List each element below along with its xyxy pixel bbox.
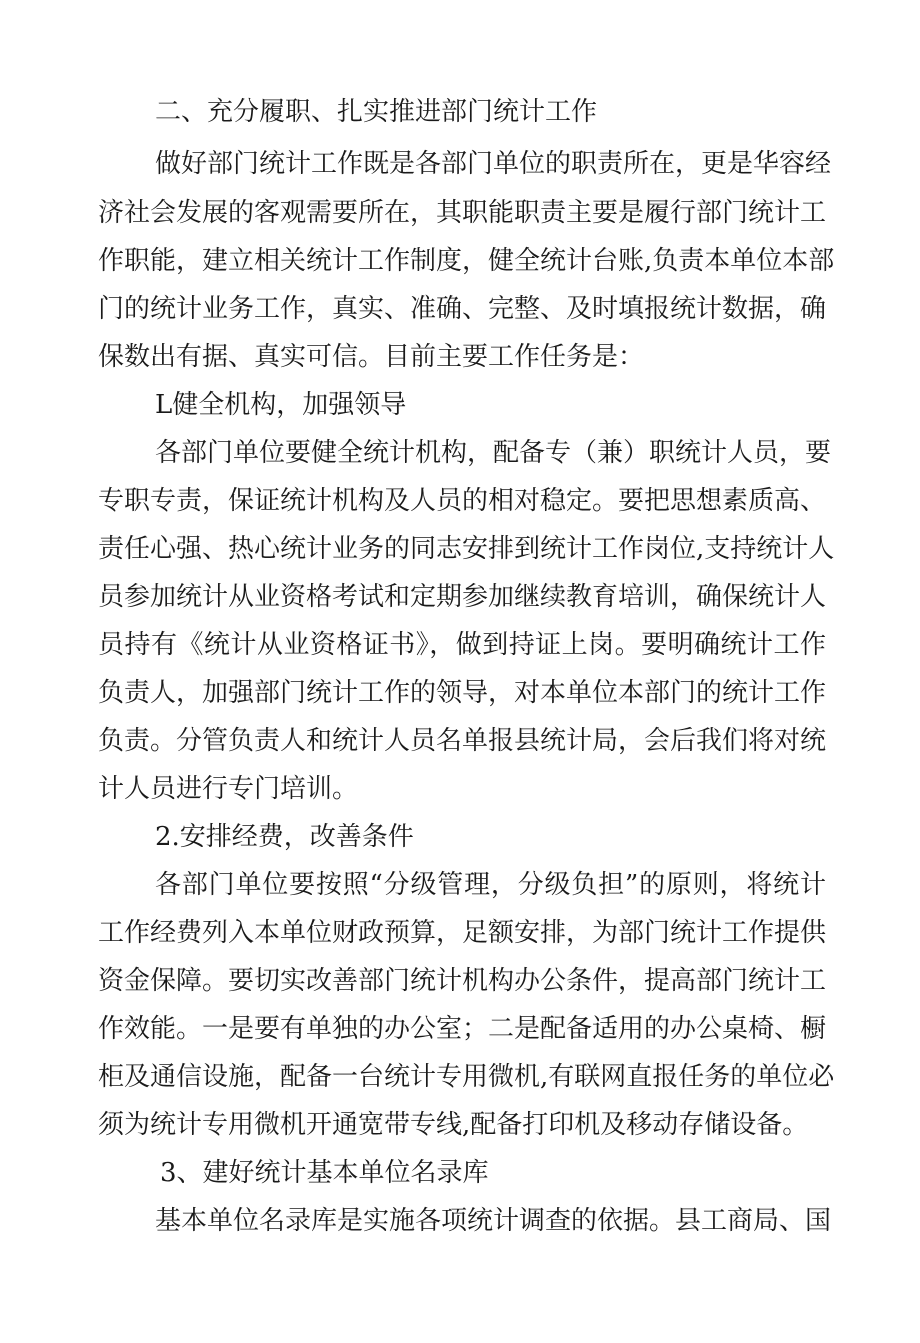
paragraph-1-line-4: 门的统计业务工作，真实、准确、完整、及时填报统计数据，确: [98, 294, 827, 324]
paragraph-3-line-4: 作效能。一是要有单独的办公室；二是配备适用的办公桌椅、橱: [98, 1014, 827, 1044]
item-2-title: 2.安排经费，改善条件: [155, 822, 414, 852]
paragraph-1-line-1: 做好部门统计工作既是各部门单位的职责所在，更是华容经: [155, 149, 832, 179]
paragraph-2-line-7: 负责。分管负责人和统计人员名单报县统计局，会后我们将对统: [98, 726, 827, 756]
paragraph-3-line-3: 资金保障。要切实改善部门统计机构办公条件，提高部门统计工: [98, 966, 827, 996]
paragraph-1-line-2: 济社会发展的客观需要所在，其职能职责主要是履行部门统计工: [98, 198, 827, 228]
paragraph-2-line-4: 员参加统计从业资格考试和定期参加继续教育培训，确保统计人: [98, 582, 827, 612]
paragraph-3-line-6: 须为统计专用微机开通宽带专线,配备打印机及移动存储设备。: [98, 1110, 809, 1140]
paragraph-3-line-2: 工作经费列入本单位财政预算，足额安排，为部门统计工作提供: [98, 918, 827, 948]
paragraph-4-line-1: 基本单位名录库是实施各项统计调查的依据。县工商局、国: [155, 1206, 832, 1236]
paragraph-1-line-3: 作职能，建立相关统计工作制度，健全统计台账,负责本单位本部: [98, 246, 835, 276]
paragraph-1-line-5: 保数出有据、真实可信。目前主要工作任务是：: [98, 342, 645, 372]
paragraph-2-line-2: 专职专责，保证统计机构及人员的相对稳定。要把思想素质高、: [98, 486, 827, 516]
paragraph-2-line-5: 员持有《统计从业资格证书》，做到持证上岗。要明确统计工作: [98, 630, 826, 660]
section-heading: 二、充分履职、扎实推进部门统计工作: [155, 97, 598, 127]
item-3-title: 3、建好统计基本单位名录库: [160, 1158, 489, 1188]
paragraph-2-line-8: 计人员进行专门培训。: [98, 774, 359, 804]
paragraph-3-line-5: 柜及通信设施，配备一台统计专用微机,有联网直报任务的单位必: [98, 1062, 835, 1092]
item-1-title: L健全机构，加强领导: [155, 390, 407, 420]
paragraph-2-line-6: 负责人，加强部门统计工作的领导，对本单位本部门的统计工作: [98, 678, 827, 708]
paragraph-2-line-3: 责任心强、热心统计业务的同志安排到统计工作岗位,支持统计人: [98, 534, 835, 564]
paragraph-2-line-1: 各部门单位要健全统计机构，配备专（兼）职统计人员，要: [155, 438, 832, 468]
paragraph-3-line-1: 各部门单位要按照“分级管理，分级负担”的原则，将统计: [155, 870, 826, 900]
